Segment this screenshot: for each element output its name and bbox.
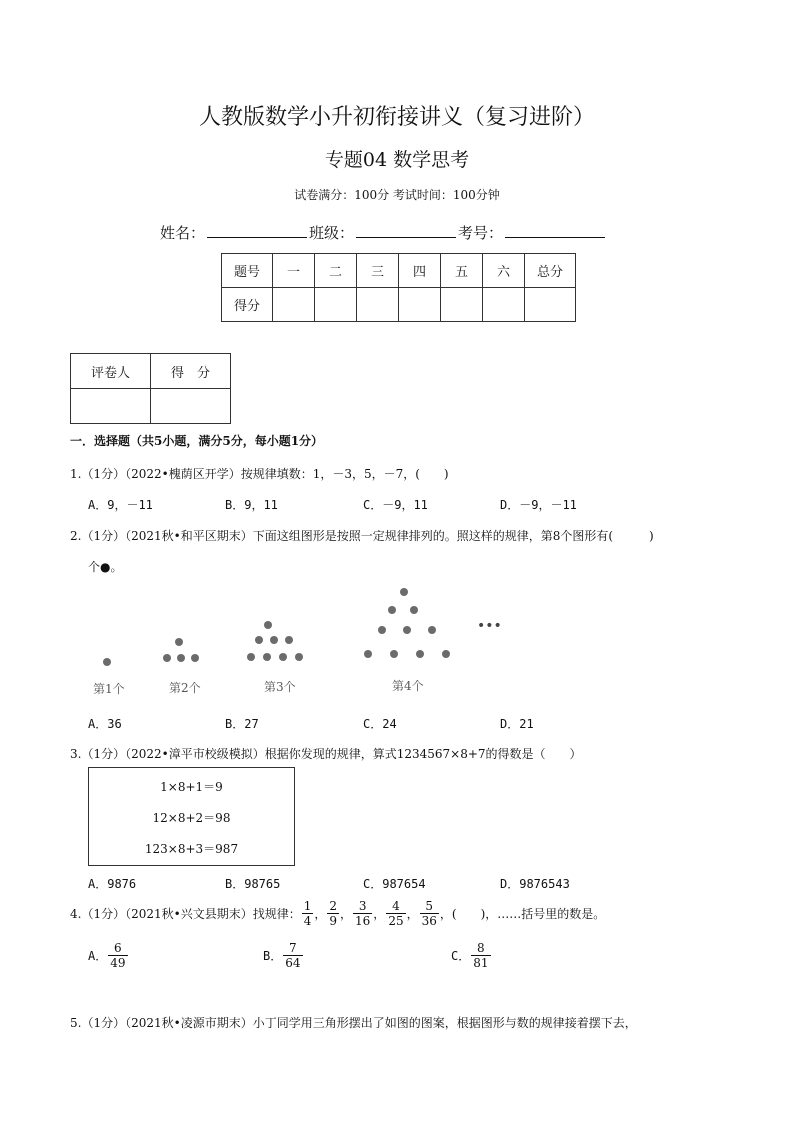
class-label: 班级： bbox=[309, 224, 355, 242]
dot bbox=[191, 654, 199, 662]
rule-line-1: 1×8+1＝9 bbox=[160, 780, 223, 794]
q4-option-c[interactable] bbox=[451, 941, 492, 970]
denominator: 25 bbox=[388, 914, 404, 928]
document-title: 人教版数学小升初衔接讲义（复习进阶） bbox=[198, 105, 595, 130]
dot bbox=[103, 658, 111, 666]
dot bbox=[285, 636, 293, 644]
fraction bbox=[386, 899, 405, 928]
question-2-text-cont: 个●。 bbox=[88, 560, 123, 574]
dot bbox=[264, 621, 272, 629]
fraction bbox=[471, 941, 490, 970]
exam-no-blank[interactable] bbox=[505, 223, 605, 238]
question-4-text: 4.（1分）（2021秋•兴文县期末）找规律： $\frac{1}{4}$ ， $\frac{2}{9}$ ， $\frac{3}{16}$ ， $\frac{4}{25}$ ， $\frac{5}{36}$ ，( )，……括号里的数是。 bbox=[70, 899, 606, 928]
name-blank[interactable] bbox=[207, 223, 307, 238]
question-5-text: 5.（1分）（2021秋•凌源市期末）小丁同学用三角形摆出了如图的图案，根据图形与数的规律接着摆下去， bbox=[70, 1016, 637, 1030]
dot bbox=[163, 654, 171, 662]
q2-option-c[interactable]: C．24 bbox=[363, 717, 397, 731]
dot bbox=[416, 650, 424, 658]
fraction bbox=[353, 899, 372, 928]
exam-no-label: 考号： bbox=[458, 224, 504, 242]
dot bbox=[270, 636, 278, 644]
score-cell: 五 bbox=[441, 254, 483, 288]
option-letter: B． bbox=[263, 949, 283, 963]
denominator: 49 bbox=[110, 956, 126, 970]
score-input-cell[interactable] bbox=[357, 288, 399, 322]
numerator: 1 bbox=[303, 899, 312, 913]
figure-label-3: 第3个 bbox=[264, 680, 296, 694]
score-input-cell[interactable] bbox=[315, 288, 357, 322]
numerator: 7 bbox=[283, 941, 302, 956]
figure-ellipsis: ••• bbox=[477, 618, 502, 634]
rule-line-3: 123×8+3＝987 bbox=[144, 842, 239, 856]
option-letter: A． bbox=[88, 949, 108, 963]
q1-option-a[interactable]: A．9，－11 bbox=[88, 498, 153, 512]
q1-option-c[interactable]: C．－9，11 bbox=[363, 498, 428, 512]
q3-option-d[interactable]: D．9876543 bbox=[500, 877, 570, 891]
fraction bbox=[283, 941, 302, 970]
dot bbox=[428, 626, 436, 634]
q4-suffix: ，( )，……括号里的数是。 bbox=[439, 907, 606, 921]
denominator: 81 bbox=[473, 956, 489, 970]
numerator: 6 bbox=[108, 941, 127, 956]
question-3-text: 3.（1分）（2022•漳平市校级模拟）根据你发现的规律，算式1234567×8+7的得数是（ ） bbox=[70, 747, 582, 761]
rule-box bbox=[88, 767, 295, 866]
dot bbox=[378, 626, 386, 634]
section-heading: 一．选择题（共5小题，满分5分，每小题1分） bbox=[70, 434, 324, 448]
grader-score-label: 得 分 bbox=[151, 354, 231, 389]
question-1-text: 1.（1分）（2022•槐荫区开学）按规律填数：1，－3，5，－7，( ) bbox=[70, 467, 449, 481]
numerator: 5 bbox=[420, 899, 439, 914]
numerator: 4 bbox=[386, 899, 405, 914]
score-value-row bbox=[222, 288, 576, 322]
question-2-text: 2.（1分）（2021秋•和平区期末）下面这组图形是按照一定规律排列的。照这样的规律，第8个图形有( ) bbox=[70, 529, 654, 543]
q1-option-d[interactable]: D．－9，－11 bbox=[500, 498, 577, 512]
class-blank[interactable] bbox=[356, 223, 456, 238]
q3-option-a[interactable]: A．9876 bbox=[88, 877, 137, 891]
q4-option-a[interactable] bbox=[88, 941, 129, 970]
denominator: 64 bbox=[285, 956, 301, 970]
numerator: 8 bbox=[471, 941, 490, 956]
score-header-row bbox=[222, 254, 576, 288]
document-subtitle: 专题04 数学思考 bbox=[324, 149, 470, 171]
dot bbox=[279, 653, 287, 661]
dot bbox=[388, 606, 396, 614]
student-info-line bbox=[160, 222, 607, 243]
q3-option-b[interactable]: B．98765 bbox=[225, 877, 281, 891]
score-row-label: 得分 bbox=[222, 288, 273, 322]
grader-table bbox=[70, 353, 231, 424]
rule-line-2: 12×8+2＝98 bbox=[152, 811, 231, 825]
dot bbox=[295, 653, 303, 661]
dot bbox=[255, 636, 263, 644]
score-cell: 六 bbox=[483, 254, 525, 288]
score-cell: 三 bbox=[357, 254, 399, 288]
grader-input-cell[interactable] bbox=[71, 389, 151, 424]
dot bbox=[177, 654, 185, 662]
dot bbox=[175, 638, 183, 646]
score-input-cell[interactable] bbox=[273, 288, 315, 322]
q2-option-b[interactable]: B．27 bbox=[225, 717, 259, 731]
figure-label-4: 第4个 bbox=[392, 679, 424, 693]
score-cell: 二 bbox=[315, 254, 357, 288]
numerator: 2 bbox=[329, 899, 337, 913]
grader-label: 评卷人 bbox=[71, 354, 151, 389]
dot bbox=[410, 606, 418, 614]
fraction bbox=[420, 899, 439, 928]
score-cell: 题号 bbox=[222, 254, 273, 288]
score-input-cell[interactable] bbox=[441, 288, 483, 322]
q4-prefix: 4.（1分）（2021秋•兴文县期末）找规律： bbox=[70, 907, 301, 921]
dot bbox=[263, 653, 271, 661]
denominator: 9 bbox=[329, 914, 337, 928]
dot-pattern-figure bbox=[85, 580, 505, 700]
fraction bbox=[302, 899, 314, 928]
q2-option-d[interactable]: D．21 bbox=[500, 717, 534, 731]
option-letter: C． bbox=[451, 949, 471, 963]
q2-option-a[interactable]: A．36 bbox=[88, 717, 122, 731]
score-table bbox=[221, 253, 576, 322]
q3-option-c[interactable]: C．987654 bbox=[363, 877, 426, 891]
figure-label-1: 第1个 bbox=[93, 682, 125, 696]
denominator: 16 bbox=[355, 914, 371, 928]
q1-option-b[interactable]: B．9，11 bbox=[225, 498, 278, 512]
score-input-cell[interactable] bbox=[525, 288, 576, 322]
denominator: 4 bbox=[303, 914, 312, 928]
score-cell: 一 bbox=[273, 254, 315, 288]
denominator: 36 bbox=[421, 914, 437, 928]
fraction bbox=[327, 899, 339, 928]
figure-label-2: 第2个 bbox=[169, 681, 201, 695]
score-input-cell[interactable] bbox=[399, 288, 441, 322]
dot bbox=[442, 650, 450, 658]
dot bbox=[364, 650, 372, 658]
score-input-cell[interactable] bbox=[483, 288, 525, 322]
grader-score-input-cell[interactable] bbox=[151, 389, 231, 424]
q4-option-b[interactable] bbox=[263, 941, 304, 970]
numerator: 3 bbox=[353, 899, 372, 914]
dot bbox=[400, 588, 408, 596]
name-label: 姓名： bbox=[160, 224, 206, 242]
fraction bbox=[108, 941, 127, 970]
exam-meta: 试卷满分：100分 考试时间：100分钟 bbox=[294, 188, 500, 202]
dot bbox=[403, 626, 411, 634]
dot bbox=[390, 650, 398, 658]
dot bbox=[247, 653, 255, 661]
score-cell: 总分 bbox=[525, 254, 576, 288]
score-cell: 四 bbox=[399, 254, 441, 288]
